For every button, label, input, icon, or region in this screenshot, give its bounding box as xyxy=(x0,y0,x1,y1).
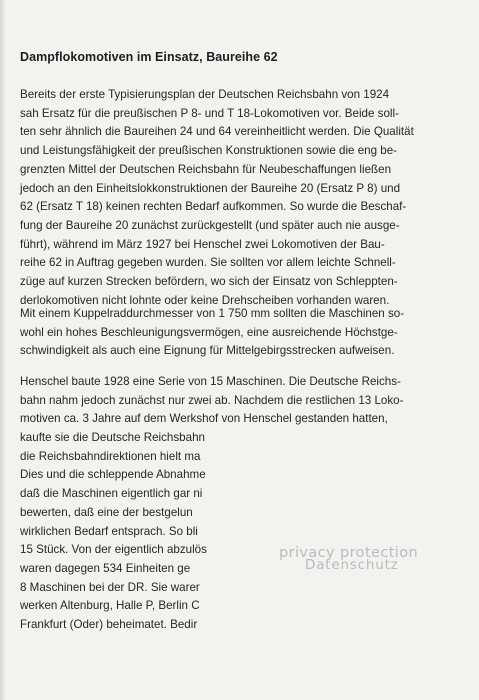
text-line: Frankfurt (Oder) beheimatet. Bedir xyxy=(20,618,198,632)
text-line: die Reichsbahndirektionen hielt ma xyxy=(20,449,201,463)
text-line: bewerten, daß eine der bestgelun xyxy=(20,505,193,519)
text-line: reihe 62 in Auftrag gegeben wurden. Sie sollten vor allem leichte Schnell- xyxy=(20,256,396,270)
text-line: bahn nahm jedoch zunächst nur zwei ab. Nachdem die restlichen 13 Loko- xyxy=(20,393,404,407)
text-line: werken Altenburg, Halle P, Berlin C xyxy=(20,599,200,613)
text-line: züge auf kurzen Strecken befördern, wo sich der Einsatz von Schleppten- xyxy=(20,275,398,289)
text-line: 15 Stück. Von der eigentlich abzulös xyxy=(20,543,207,557)
text-line: 62 (Ersatz T 18) keinen rechten Bedarf aufkommen. So wurde die Beschaf- xyxy=(20,200,407,214)
text-line: waren dagegen 534 Einheiten ge xyxy=(20,561,191,575)
text-line: 8 Maschinen bei der DR. Sie warer xyxy=(20,580,200,594)
text-line: grenzten Mittel der Deutschen Reichsbahn für Neubeschaffungen ließen xyxy=(20,162,392,176)
text-line: derlokomotiven nicht lohnte oder keine Drehscheiben vorhanden waren. xyxy=(20,293,390,307)
text-line: Henschel baute 1928 eine Serie von 15 Maschinen. Die Deutsche Reichs- xyxy=(20,375,401,388)
privacy-watermark-de: Datenschutz xyxy=(305,557,399,573)
text-line: daß die Maschinen eigentlich gar ni xyxy=(20,487,203,501)
text-line: Bereits der erste Typisierungsplan der Deutschen Reichsbahn von 1924 xyxy=(20,88,390,101)
text-line: und Leistungsfähigkeit der preußischen Konstruktionen sowie die eng be- xyxy=(20,144,398,158)
text-line: wohl ein hohes Beschleunigungsvermögen, eine ausreichende Höchstge- xyxy=(20,325,398,339)
text-line: führt), während im März 1927 bei Henschel zwei Lokomotiven der Bau- xyxy=(20,237,385,251)
text-line: wirklichen Bedarf entsprach. So bli xyxy=(20,524,198,538)
card-left-edge-shadow xyxy=(0,0,6,700)
text-line: Mit einem Kuppelraddurchmesser von 1 750 mm sollten die Maschinen so- xyxy=(20,307,405,320)
text-line: sah Ersatz für die preußischen P 8- und T 18-Lokomotiven vor. Beide soll- xyxy=(20,106,399,120)
text-line: motiven ca. 3 Jahre auf dem Werkshof von Henschel gestanden hatten, xyxy=(20,412,388,426)
text-line: ten sehr ähnlich die Baureihen 24 und 64 vereinheitlicht werden. Die Qualität xyxy=(20,125,414,139)
paragraph-2 xyxy=(20,305,450,361)
text-line: jedoch an den Einheitslokkonstruktionen der Baureihe 20 (Ersatz P 8) und xyxy=(20,181,401,195)
text-line: fung der Baureihe 20 zunächst zurückgestellt (und später auch nie ausge- xyxy=(20,218,400,232)
text-line: Dies und die schleppende Abnahme xyxy=(20,468,206,482)
privacy-watermark: privacy protection xyxy=(279,545,419,561)
text-line: kaufte sie die Deutsche Reichsbahn xyxy=(20,431,205,444)
paragraph-3 xyxy=(20,373,450,429)
paragraph-1 xyxy=(20,86,450,310)
paragraph-3-truncated-lines xyxy=(20,429,450,635)
document-title: Dampflokomotiven im Einsatz, Baureihe 62 xyxy=(20,50,278,64)
text-line: schwindigkeit als auch eine Eignung für Mittelgebirgsstrecken aufweisen. xyxy=(20,344,395,358)
